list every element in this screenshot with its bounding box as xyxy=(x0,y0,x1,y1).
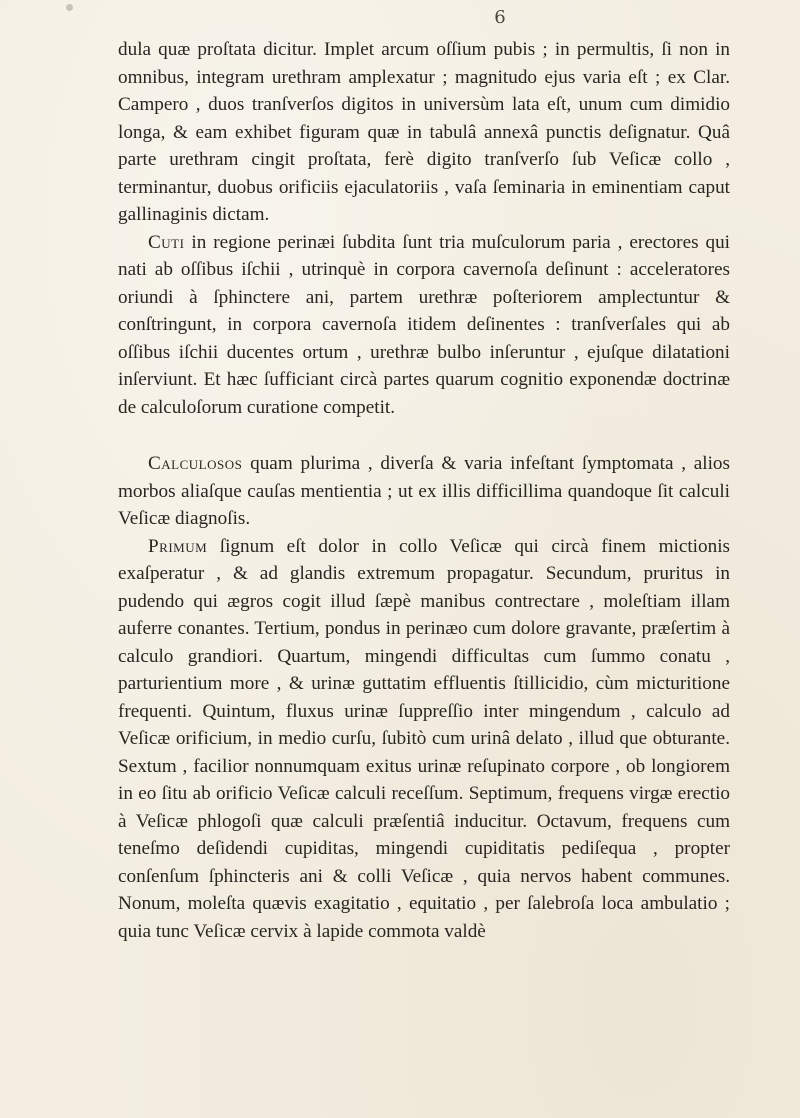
paragraph-lead-word: Primum xyxy=(148,535,208,557)
paragraph-lead-word: Calculosos xyxy=(148,453,243,474)
paragraph-text: in regione perinæi ſubdita ſunt tria muſculorum paria , erectores qui nati ab oſſibus iſchii , utrinquè in corpora cavernoſa deſinunt : acceleratores oriundi à ſphinctere ani, partem urethræ poſteriorem amplectuntur & conſtringunt, in corpora cavernoſa itidem deſinentes : tranſverſales qui ab oſſibus iſchii ducentes ortum , urethræ bulbo inſeruntur , ejuſque dilatationi inſerviunt. Et hæc ſufficiant circà partes quarum cognitio exponendæ doctrinæ de calculoſorum curatione competit. xyxy=(118,231,730,418)
paragraph-text: quam plurima , diverſa & varia infeſtant ſymptomata , alios morbos aliaſque cauſas mentientia ; ut ex illis difficillima quandoque ſit calculi Veſicæ diagnoſis. xyxy=(118,453,730,529)
paragraph-muscles xyxy=(118,229,730,422)
paragraph-text: ſignum eſt dolor in collo Veſicæ qui circà finem mictionis exaſperatur , & ad glandis extremum propagatur. Secundum, pruritus in pudendo qui ægros cogit illud ſæpè manibus contrectare , moleſtiam illam auferre conantes. Tertium, pondus in perinæo cum dolore gravante, præſertim à calculo grandiori. Quartum, mingendi difficultas cum ſummo conatu , parturientium more , & urinæ guttatim effluentis ſtillicidio, cùm micturitione frequenti. Quintum, fluxus urinæ ſuppreſſio inter mingendum , calculo ad Veſicæ orificium, in medio curſu, ſubitò cum urinâ delato , illud que obturante. Sextum , facilior nonnumquam exitus urinæ reſupinato corpore , ob longiorem in eo ſitu ab orificio Veſicæ calculi receſſum. Septimum, frequens virgæ erectio à Veſicæ phlogoſi quæ calculi præſentiâ inducitur. Octavum, frequens cum teneſmo deſidendi cupiditas, mingendi cupiditatis pediſequa , propter conſenſum ſphincteris ani & colli Veſicæ , quia nervos habent communes. Nonum, moleſta quævis exagitatio , equitatio , per ſalebroſa loca ambulatio ; quia tunc Veſicæ cervix à lapide commota valdè xyxy=(118,535,730,942)
paragraph-prostate xyxy=(118,36,730,229)
ink-spot xyxy=(66,4,73,11)
paragraph-lead-word: Cuti xyxy=(148,231,185,253)
body-text xyxy=(118,36,730,945)
paragraph-text: dula quæ proſtata dicitur. Implet arcum oſſium pubis ; in permultis, ſi non in omnibus, integram urethram amplexatur ; magnitudo ejus varia eſt ; ex Clar. Campero , duos tranſverſos digitos in universùm lata eſt, unum cum dimidio longa, & eam exhibet figuram quæ in tabulâ annexâ punctis deſignatur. Quâ parte urethram cingit proſtata, ferè digito tranſverſo ſub Veſicæ collo , terminantur, duobus orificiis ejaculatoriis , vaſa ſeminaria in eminentiam caput gallinaginis dictam. xyxy=(118,39,730,225)
page-number: 6 xyxy=(494,7,506,28)
paragraph-symptoms-intro xyxy=(118,450,730,533)
paragraph-signs-list xyxy=(118,533,730,946)
